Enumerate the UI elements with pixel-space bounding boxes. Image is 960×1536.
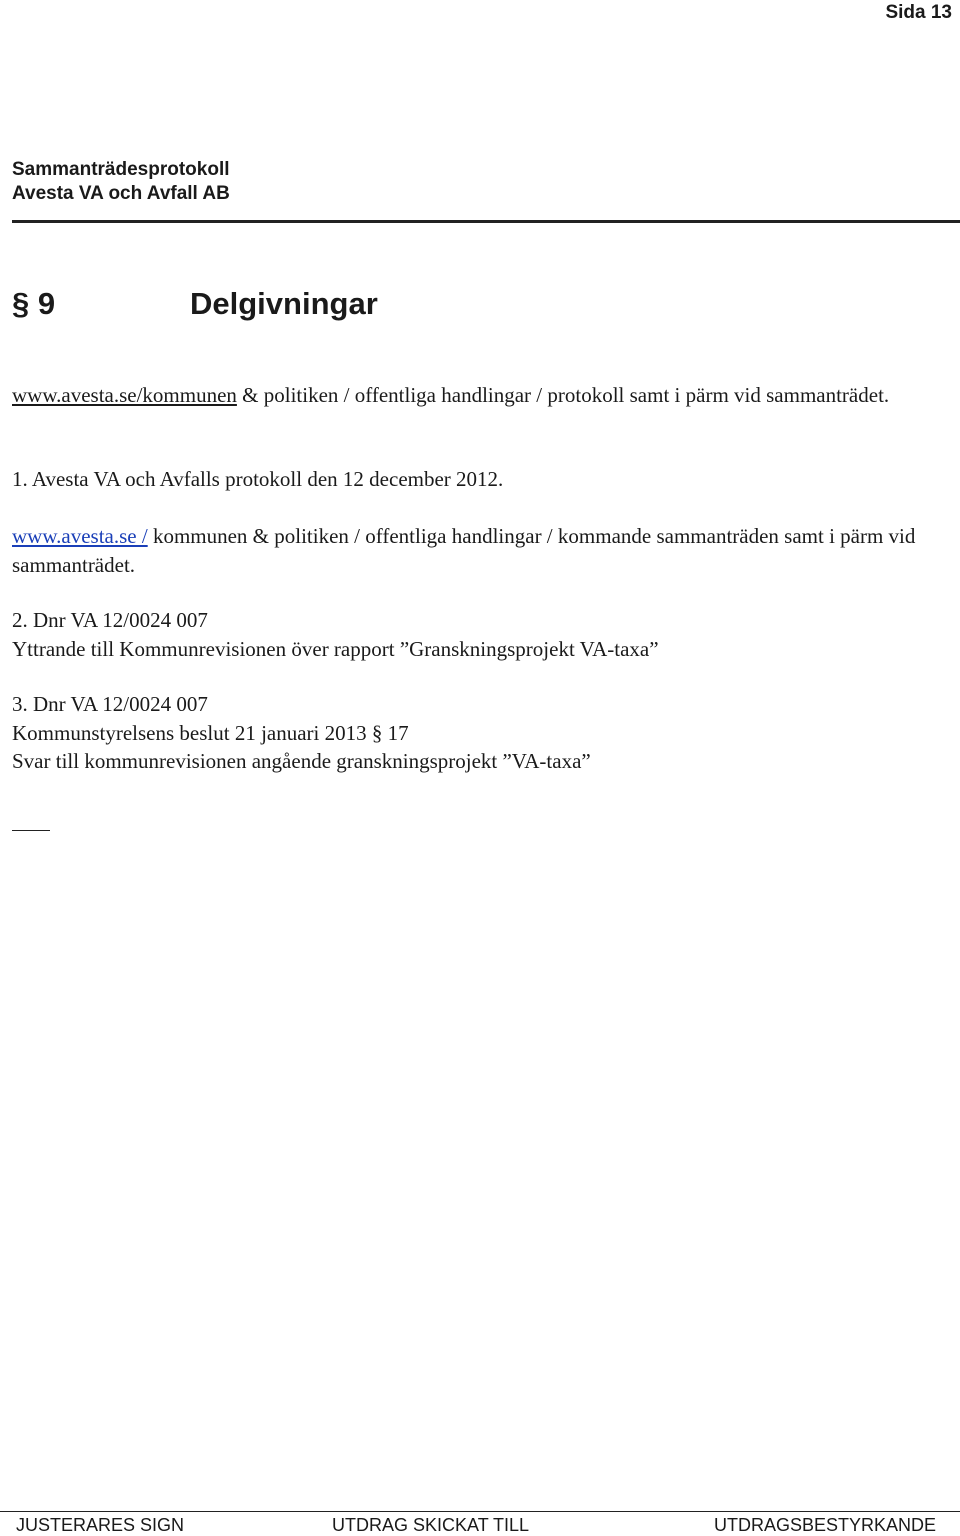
item-3-reference: 3. Dnr VA 12/0024 007 [12, 692, 208, 716]
upcoming-meetings-paragraph [12, 522, 920, 579]
footer-divider [0, 1511, 960, 1512]
section-heading [12, 286, 378, 322]
footer-utdragsbestyrkande: UTDRAGSBESTYRKANDE [713, 1515, 936, 1535]
footer-justerares-sign: JUSTERARES SIGN [16, 1515, 185, 1535]
item-3-description: Svar till kommunrevisionen angående granskningsprojekt ”VA-taxa” [12, 749, 591, 773]
section-number: § 9 [12, 286, 56, 321]
item-3 [12, 690, 920, 776]
intro-text: & politiken / offentliga handlingar / protokoll samt i pärm vid sammanträdet. [236, 383, 890, 407]
paragraph-symbol: § [371, 720, 383, 745]
item-2 [12, 606, 920, 663]
footer-utdrag-skickat-till: UTDRAG SKICKAT TILL [332, 1515, 530, 1535]
header-divider [12, 220, 960, 223]
section-end-line [12, 830, 50, 831]
item-3-decision: Kommunstyrelsens beslut 21 januari 2013 § 17 [12, 720, 409, 745]
item-2-description: Yttrande till Kommunrevisionen över rapport ”Granskningsprojekt VA-taxa” [12, 636, 659, 661]
document-header [12, 158, 230, 206]
page-number: Sida 13 [885, 2, 952, 23]
intro-paragraph [12, 381, 920, 410]
section-symbol: § [12, 286, 30, 321]
avesta-link[interactable]: www.avesta.se / [12, 524, 148, 548]
upcoming-meetings-text: kommunen & politiken / offentliga handlingar / kommande sammanträden samt i pärm vid sammanträdet. [12, 524, 916, 577]
organization-name: Avesta VA och Avfall AB [12, 183, 230, 204]
avesta-kommunen-link[interactable]: www.avesta.se/kommunen [12, 383, 237, 407]
document-title: Sammanträdesprotokoll [12, 159, 230, 180]
item-1: 1. Avesta VA och Avfalls protokoll den 12 december 2012. [12, 467, 504, 491]
section-title: Delgivningar [190, 286, 378, 321]
item-2-reference: 2. Dnr VA 12/0024 007 [12, 608, 208, 632]
